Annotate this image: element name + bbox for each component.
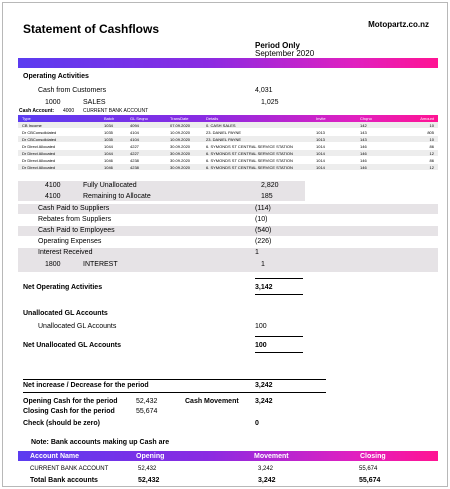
net-increase-value: 3,242 [255, 382, 273, 389]
table-cell: 1044 [104, 144, 113, 149]
remaining-label: Remaining to Allocate [83, 193, 151, 200]
table-cell: 30.09.2020 [170, 158, 191, 163]
table-cell: 10.09.2020 [170, 130, 191, 135]
period-value: September 2020 [255, 49, 315, 58]
table-cell: Dr CBConsolidated [22, 137, 57, 142]
remaining-code: 4100 [45, 193, 61, 200]
table-cell: 6. SYMONDS ST CENTRAL SERVICE STATION [206, 144, 293, 149]
table-cell: 146 [360, 144, 367, 149]
acc-total-closing: 55,674 [359, 477, 381, 484]
col-invite: Invite [316, 116, 326, 121]
acc-total-movement: 3,242 [258, 477, 276, 484]
table-row [18, 143, 438, 150]
interest-value: 1 [255, 249, 259, 256]
table-cell: 12 [429, 165, 434, 170]
gl-net-label: Net Unallocated GL Accounts [23, 342, 122, 349]
table-cell: Dr Direct Allocated [22, 144, 56, 149]
table-row [18, 136, 438, 143]
table-cell: 30.09.2020 [170, 165, 191, 170]
gl-heading: Unallocated GL Accounts [23, 310, 108, 317]
acc-row-opening: 52,432 [138, 466, 157, 472]
fully-unalloc-code: 4100 [45, 182, 61, 189]
suppliers-label: Cash Paid to Suppliers [38, 205, 110, 212]
table-cell: Dr CBConsolidated [22, 130, 57, 135]
table-cell: Dr Direct Allocated [22, 158, 56, 163]
acc-row-closing: 55,674 [359, 466, 378, 472]
table-cell: 142 [360, 123, 367, 128]
table-cell: 4094 [130, 123, 139, 128]
net-operating-value: 3,142 [255, 284, 273, 291]
cash-movement-value: 3,242 [255, 398, 273, 405]
acc-col-closing: Closing [360, 453, 386, 460]
opening-cash-value: 52,432 [136, 398, 158, 405]
table-cell: 143 [360, 130, 367, 135]
cash-from-customers-label: Cash from Customers [38, 87, 107, 94]
table-cell: 12 [429, 151, 434, 156]
employees-label: Cash Paid to Employees [38, 227, 115, 234]
acc-col-opening: Opening [136, 453, 165, 460]
table-cell: 1044 [104, 151, 113, 156]
table-cell: 143 [360, 137, 367, 142]
table-cell: 1046 [104, 158, 113, 163]
table-cell: 30.09.2020 [170, 151, 191, 156]
acc-total-label: Total Bank accounts [30, 477, 98, 484]
remaining-value: 185 [261, 193, 273, 200]
table-row [18, 129, 438, 136]
interest-label: Interest Received [38, 249, 93, 256]
table-cell: 1046 [104, 165, 113, 170]
table-cell: 10.09.2020 [170, 137, 191, 142]
table-cell: 146 [360, 151, 367, 156]
report-title: Statement of Cashflows [23, 22, 160, 36]
acc-row-movement: 3,242 [258, 466, 274, 472]
acc-col-name: Account Name [30, 453, 80, 460]
table-cell: 4227 [130, 151, 139, 156]
table-cell: 1014 [316, 144, 325, 149]
check-label: Check (should be zero) [23, 420, 101, 427]
net-increase-label: Net increase / Decrease for the period [23, 382, 149, 389]
table-cell: 23. DANIEL PAYNE [206, 137, 242, 142]
rebates-label: Rebates from Suppliers [38, 216, 112, 223]
table-cell: 805 [427, 130, 434, 135]
table-cell: 4238 [130, 158, 139, 163]
table-cell: 4227 [130, 144, 139, 149]
check-value: 0 [255, 420, 259, 427]
period-label: Period Only [255, 41, 300, 50]
opex-value: (226) [255, 238, 272, 245]
table-cell: 6. SYMONDS ST CENTRAL SERVICE STATION [206, 165, 293, 170]
table-cell: 1035 [104, 137, 113, 142]
table-cell: 6. SYMONDS ST CENTRAL SERVICE STATION [206, 151, 293, 156]
table-row [18, 122, 438, 129]
table-cell: 86 [429, 144, 434, 149]
gl-net-value: 100 [255, 342, 267, 349]
header-gradient-bar [18, 58, 438, 68]
transactions-table [18, 115, 438, 171]
bank-note: Note: Bank accounts making up Cash are [31, 439, 170, 446]
table-cell: 4104 [130, 137, 139, 142]
table-cell: 1034 [104, 123, 113, 128]
sales-value: 1,025 [261, 99, 279, 106]
table-cell: Dr Direct Allocated [22, 151, 56, 156]
table-cell: 0. CASH SALES [206, 123, 236, 128]
net-operating-label: Net Operating Activities [23, 284, 103, 291]
gl-item-value: 100 [255, 323, 267, 330]
opex-label: Operating Expenses [38, 238, 102, 245]
closing-cash-label: Closing Cash for the period [23, 408, 115, 415]
operating-heading: Operating Activities [23, 73, 89, 80]
report-page [2, 2, 448, 487]
acc-row-name: CURRENT BANK ACCOUNT [30, 466, 109, 472]
interest-sub-value: 1 [261, 261, 265, 268]
suppliers-value: (114) [255, 205, 271, 212]
fully-unalloc-value: 2,820 [261, 182, 279, 189]
table-cell: 07.09.2020 [170, 123, 191, 128]
acc-total-opening: 52,432 [138, 477, 160, 484]
acc-col-movement: Movement [254, 453, 289, 460]
table-cell: 1013 [316, 130, 325, 135]
cash-from-customers-value: 4,031 [255, 87, 273, 94]
col-details: Details [206, 116, 219, 121]
cash-movement-label: Cash Movement [185, 398, 239, 405]
table-cell: 1013 [316, 137, 325, 142]
table-row [18, 150, 438, 157]
cash-account-label: Cash Account: [19, 108, 55, 114]
table-cell: Dr Direct Allocated [22, 165, 56, 170]
table-row [18, 157, 438, 164]
table-cell: 4104 [130, 130, 139, 135]
table-cell: 10 [429, 137, 434, 142]
sales-label: SALES [83, 99, 106, 106]
table-cell: 1035 [104, 130, 113, 135]
table-cell: 86 [429, 158, 434, 163]
cash-account-code: 4000 [63, 108, 75, 114]
col-chqno: Chqno [360, 116, 372, 121]
table-cell: 1014 [316, 158, 325, 163]
table-cell: 1014 [316, 165, 325, 170]
table-cell: CB Income [22, 123, 42, 128]
employees-value: (540) [255, 227, 272, 234]
col-gl-seqno: GL Seqno [130, 116, 148, 121]
col-transdate: TransDate [170, 116, 189, 121]
rebates-value: (10) [255, 216, 268, 223]
table-row [18, 164, 438, 171]
col-amount: Amount [420, 116, 434, 121]
closing-cash-value: 55,674 [136, 408, 158, 415]
cash-account-name: CURRENT BANK ACCOUNT [83, 108, 149, 114]
interest-name: INTEREST [83, 261, 118, 268]
accounts-header [18, 451, 438, 461]
transactions-header [18, 115, 438, 122]
table-cell: 6. SYMONDS ST CENTRAL SERVICE STATION [206, 158, 293, 163]
fully-unalloc-label: Fully Unallocated [83, 182, 137, 189]
col-batch: Batch [104, 116, 115, 121]
table-cell: 10 [429, 123, 434, 128]
table-cell: 30.09.2020 [170, 144, 191, 149]
table-cell: 1014 [316, 151, 325, 156]
opening-cash-label: Opening Cash for the period [23, 398, 118, 405]
gl-item-label: Unallocated GL Accounts [38, 323, 117, 330]
table-cell: 4238 [130, 165, 139, 170]
table-cell: 146 [360, 165, 367, 170]
sales-code: 1000 [45, 99, 61, 106]
col-type: Type [22, 116, 31, 121]
table-cell: 146 [360, 158, 367, 163]
table-cell: 23. DANIEL PAYNE [206, 130, 242, 135]
interest-code: 1800 [45, 261, 61, 268]
brand-name: Motopartz.co.nz [368, 20, 429, 29]
